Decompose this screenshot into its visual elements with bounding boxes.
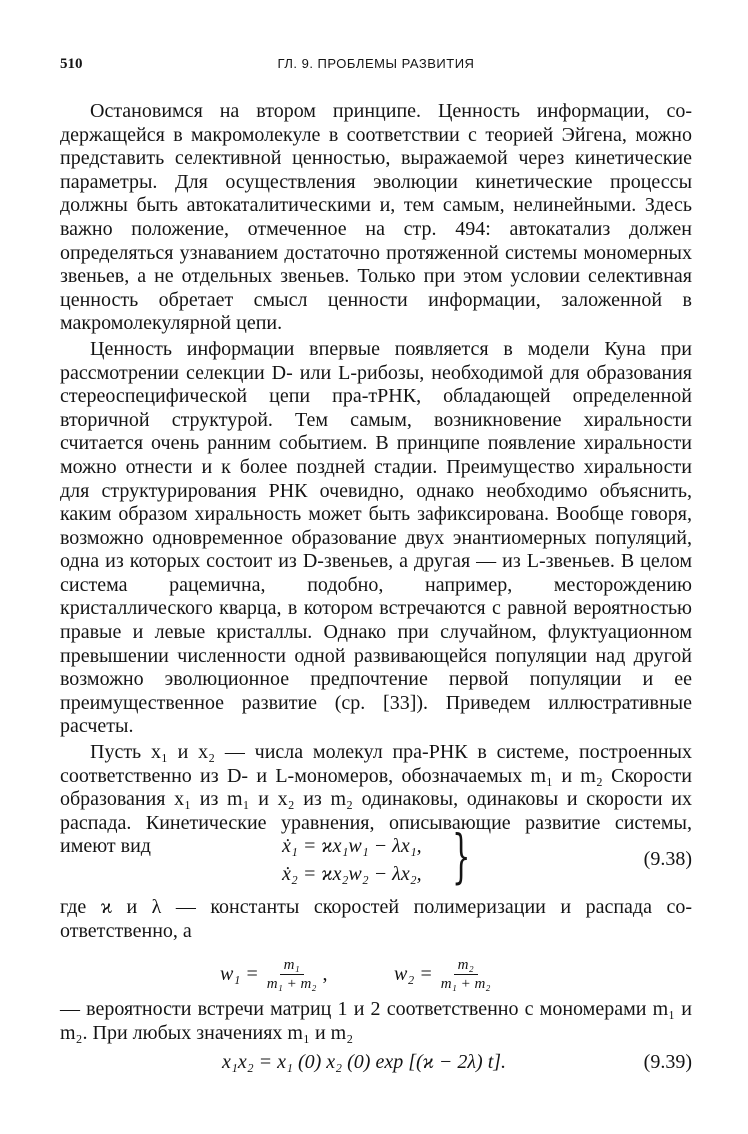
equation-number-9-38: (9.38): [643, 848, 692, 870]
probability-definitions: [60, 956, 692, 996]
body-text: [60, 100, 692, 859]
equation-9-39-formula: x₁x₂ = x₁ (0) x₂ (0) exp [(ϰ − 2λ) t].: [222, 1051, 507, 1073]
equation-9-38-lines: [282, 832, 422, 888]
paragraph-kinetics-intro: Пусть x₁ и x₂ — числа молекул пра-РНК в системе, построенных соответственно из D- и L-мономеров, обозначаемых m₁ и m₂ Скорости образования x₁ из m₁ и x₂ из m₂ одинаковы, одинаковы и скорости их распада. Кинетические уравнения, описывающие развитие системы, имеют вид: [60, 741, 692, 858]
paragraph-constants: где ϰ и λ — константы скоростей полимеризации и распада соответственно, а: [60, 896, 692, 942]
w1-denominator: m₁ + m₂: [266, 976, 317, 992]
page-header: [60, 56, 692, 80]
w1-fraction: [263, 956, 321, 993]
paragraph-probabilities: — вероятности встречи матриц 1 и 2 соответственно с мономерами m₁ и m₂. При любых значениях m₁ и m₂: [60, 998, 692, 1044]
equation-9-39: [60, 1051, 692, 1079]
constants-text: [60, 896, 692, 943]
equation-9-38: [60, 822, 692, 892]
paragraph-second-principle: Остановимся на втором принципе. Ценность информации, содержащейся в макромолекуле в соответствии с теорией Эйгена, можно представить селективной ценностью, выражаемой через кинетические параметры. Для осуществления эволюции кинетические процессы должны быть автокаталитическими и, тем самым, нелинейными. Здесь важно положение, отмеченное на стр. 494: автокатализ должен определяться узнаванием достаточно протяженной системы мономерных звеньев, а не отдельных звеньев. Только при этом условии селективная ценность обретает смысл ценности информации, заложенной в макромолекулярной цепи.: [60, 100, 692, 335]
w1-numerator: m₁: [280, 956, 304, 975]
w2-definition: [394, 956, 495, 993]
equation-9-38-line-1: ẋ₁ = ϰx₁w₁ − λx₁,: [282, 835, 422, 857]
w1-lhs: w₁ =: [220, 963, 259, 985]
fraction-separator: ,: [322, 963, 328, 985]
paragraph-chirality: Ценность информации впервые появляется в модели Куна при рассмотрении селекции D- или L-рибозы, необходимой для образования стереоспецифической цепи пра-тРНК, обладающей определенной вторичной структурой. Тем самым, возникновение хиральности считается очень ранним событием. В принципе появление хиральности можно отнести и к более поздней стадии. Преимущество хиральности для структурирования РНК очевидно, однако необходимо объяснить, каким образом хиральность может быть зафиксирована. Вообще говоря, возможно одновременное образование двух энантиомерных популяций, одна из которых состоит из D-звеньев, а другая — из L-звеньев. В целом система рацемична, подобно, например, месторождению кристаллического кварца, в котором встречаются с равной вероятностью правые и левые кристаллы. Однако при случайном, флуктуационном превышении численности одной развивающейся популяции над другой возможно эволюционное предпочтение первой популяции и ее преимущественное развитие (ср. [33]). Приведем иллюстративные расчеты.: [60, 337, 692, 738]
w2-lhs: w₂ =: [394, 963, 433, 985]
probability-text: [60, 998, 692, 1045]
equation-number-9-39: (9.39): [643, 1051, 692, 1073]
w2-denominator: m₁ + m₂: [440, 976, 491, 992]
right-brace-icon: }: [452, 822, 471, 890]
w2-numerator: m₂: [454, 956, 478, 975]
page-number: 510: [60, 56, 83, 72]
equation-9-38-line-2: ẋ₂ = ϰx₂w₂ − λx₂,: [282, 863, 422, 885]
running-title: ГЛ. 9. ПРОБЛЕМЫ РАЗВИТИЯ: [277, 56, 475, 71]
w1-definition: [220, 956, 328, 993]
w2-fraction: [437, 956, 495, 993]
